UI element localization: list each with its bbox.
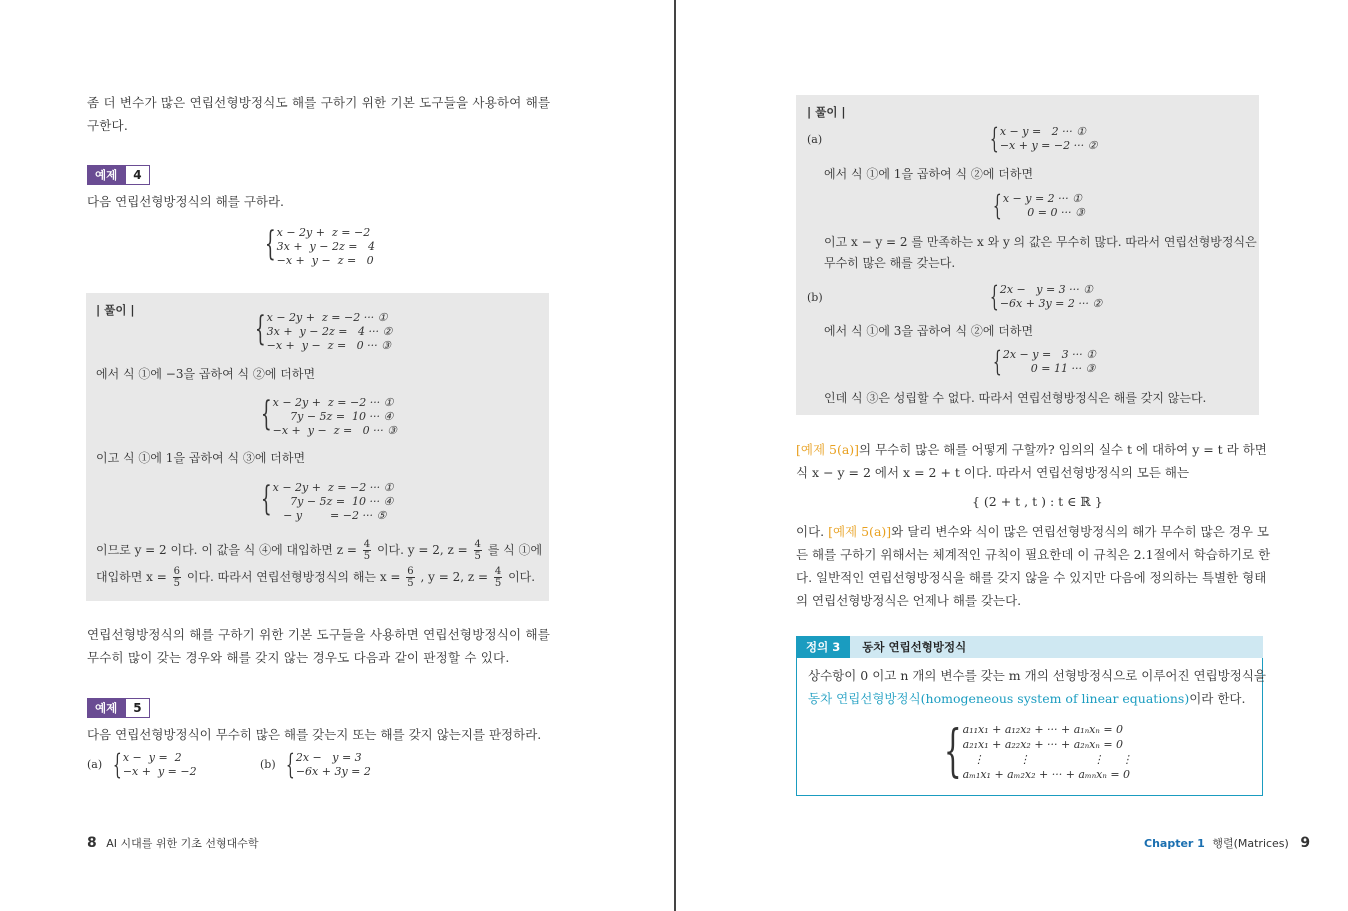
chapter-title: 행렬(Matrices) [1212,837,1289,850]
text: 이다. [508,570,536,584]
example-label: 예제 [87,698,125,718]
text: 대입하면 x = [96,570,167,584]
equation: 0 = 0 ··· ③ [1002,206,1085,219]
chapter-label: Chapter 1 [1144,837,1205,850]
example-4-tag [87,165,150,185]
equation: a₂₁x₁ + a₂₂x₂ + ··· + a₂ₙxₙ = 0 [962,738,1124,751]
equation: 7y − 5z = 10 ··· ④ [272,495,394,508]
fraction [363,539,371,562]
ellipsis-row: ⋮ ⋮ ⋮ ⋮ [962,753,1133,766]
numerator: 4 [363,539,371,550]
equation: x − 2y + z = −2 ··· ① [272,396,394,409]
definition-text-2 [808,689,1245,709]
solution-title: | 풀이 | [807,105,846,119]
example-label: 예제 [87,165,125,185]
equation: x − y = 2 [122,751,182,764]
equation: −6x + 3y = 2 [295,765,371,778]
equation: 2x − y = 3 ··· ① [1002,348,1097,361]
paragraph-line [796,522,1269,542]
equation: 3x + y − 2z = 4 [276,240,375,253]
solution-system-2: { x − 2y + z = −2 ··· ① 7y − 5z = 10 ··· ④ −x + y − z = 0 ··· ③ [260,394,398,437]
equation: −6x + 3y = 2 ··· ② [999,297,1103,310]
denominator: 5 [363,551,371,562]
part-a-label: (a) [87,758,103,771]
text: 를 식 ①에 [487,543,543,557]
right-footer [1144,835,1310,851]
example-5-system-a: { x − y = 2 −x + y = −2 [112,748,197,781]
solution-result-line-2 [96,566,535,589]
example-4-system: { x − 2y + z = −2 3x + y − 2z = 4 −x + y − z = 0 [264,224,375,267]
equation: 3x + y − 2z = 4 ··· ② [266,325,393,338]
paragraph-line [796,440,1267,460]
equation: −x + y − z = 0 ··· ③ [272,424,398,437]
equation: 2x − y = 3 [295,751,362,764]
text: 의 무수히 많은 해를 어떻게 구할까? 임의의 실수 t 에 대하여 y = t 라 하면 [859,442,1267,457]
solution-b-step: 에서 식 ①에 3을 곱하여 식 ②에 더하면 [824,324,1034,338]
example-4-prompt: 다음 연립선형방정식의 해를 구하라. [87,194,285,209]
numerator: 6 [173,566,181,577]
example-5-prompt: 다음 연립선형방정식이 무수히 많은 해를 갖는지 또는 해를 갖지 않는지를 판정하라. [87,727,542,742]
text: 이다. 따라서 연립선형방정식의 해는 x = [186,570,401,584]
denominator: 5 [494,578,502,589]
right-page [676,0,1348,911]
solution-b-system-1: { 2x − y = 3 ··· ① −6x + 3y = 2 ··· ② [989,280,1103,313]
equation: aₘ₁x₁ + aₘ₂x₂ + ··· + aₘₙxₙ = 0 [962,768,1131,781]
equation: −x + y − z = 0 [276,254,374,267]
solution-a-conclusion-1: 이고 x − y = 2 를 만족하는 x 와 y 의 값은 무수히 많다. 따라서 연립선형방정식은 [824,235,1257,249]
equation: −x + y = −2 [122,765,197,778]
paragraph-line: 다. 일반적인 연립선형방정식을 해를 갖지 않을 수 있지만 다음에 정의하는 특별한 형태 [796,570,1267,585]
definition-term: 동차 연립선형방정식(homogeneous system of linear equations) [808,691,1190,706]
solution-system-1: { x − 2y + z = −2 ··· ① 3x + y − 2z = 4 ··· ② −x + y − z = 0 ··· ③ [254,309,393,352]
equation: −x + y − z = 0 ··· ③ [266,339,392,352]
text: 이다. [796,524,825,539]
example-5-system-b: { 2x − y = 3 −6x + 3y = 2 [285,748,371,781]
text: 이라 한다. [1189,691,1246,706]
solution-b-conclusion: 인데 식 ③은 성립할 수 없다. 따라서 연립선형방정식은 해를 갖지 않는다. [824,391,1207,405]
solution-result-line-1 [96,539,542,562]
denominator: 5 [173,578,181,589]
example-reference-link[interactable]: [예제 5(a)] [796,442,860,457]
fraction [494,566,502,589]
numerator: 4 [474,539,481,550]
solution-a-system-2: { x − y = 2 ··· ① 0 = 0 ··· ③ [992,189,1085,222]
part-a-label: (a) [807,133,823,146]
paragraph-2: 연립선형방정식의 해를 구하기 위한 기본 도구들을 사용하면 연립선형방정식이 해를 무수히 많이 갖는 경우와 해를 갖지 않는 경우도 다음과 같이 판정할 수 있다. [87,627,551,665]
equation: − y = −2 ··· ⑤ [272,509,387,522]
text: 이므로 y = 2 이다. 이 값을 식 ④에 대입하면 z = [96,543,357,557]
solution-title: | 풀이 | [96,303,135,317]
equation: 2x − y = 3 ··· ① [999,283,1094,296]
definition-label: 정의 3 [796,636,850,658]
solution-step-2: 이고 식 ①에 1을 곱하여 식 ③에 더하면 [96,451,306,465]
numerator: 6 [407,566,414,577]
left-footer [87,835,259,851]
solution-system-3: { x − 2y + z = −2 ··· ① 7y − 5z = 10 ··· ④ − y = −2 ··· ⑤ [260,479,394,522]
homogeneous-system: { a₁₁x₁ + a₁₂x₂ + ··· + a₁ₙxₙ = 0 a₂₁x₁ + a₂₂x₂ + ··· + a₂ₙxₙ = 0 ⋮ ⋮ ⋮ ⋮ aₘ₁x₁ + aₘ₂x₂ + ··· + aₘₙxₙ = 0 [943,719,1133,784]
equation: x − y = 2 ··· ① [1002,192,1083,205]
example-5-tag [87,698,150,718]
definition-3-header [796,636,1263,658]
part-b-label: (b) [807,291,823,304]
page-number: 8 [87,835,97,851]
page-number: 9 [1300,835,1311,851]
book-title: AI 시대를 위한 기초 선형대수학 [106,837,259,850]
solution-step-1: 에서 식 ①에 −3을 곱하여 식 ②에 더하면 [96,367,316,381]
solution-set: { (2 + t , t ) : t ∈ ℝ } [972,494,1103,509]
solution-b-system-2: { 2x − y = 3 ··· ① 0 = 11 ··· ③ [992,345,1097,378]
equation: x − 2y + z = −2 ··· ① [272,481,394,494]
equation: x − 2y + z = −2 ··· ① [266,311,388,324]
part-b-label: (b) [260,758,276,771]
equation: −x + y = −2 ··· ② [999,139,1098,152]
solution-a-step: 에서 식 ①에 1을 곱하여 식 ②에 더하면 [824,167,1034,181]
equation: 0 = 11 ··· ③ [1002,362,1096,375]
fraction [406,566,414,589]
denominator: 5 [407,578,414,589]
paragraph-line: 의 연립선형방정식은 언제나 해를 갖는다. [796,593,1022,608]
definition-text-1: 상수항이 0 이고 n 개의 변수를 갖는 m 개의 선형방정식으로 이루어진 연립방정식을 [808,668,1266,683]
example-number: 5 [125,698,149,718]
text: 이다. y = 2, z = [376,543,468,557]
example-number: 4 [125,165,149,185]
fraction [173,566,181,589]
equation: 7y − 5z = 10 ··· ④ [272,410,394,423]
equation: x − y = 2 ··· ① [999,125,1087,138]
paragraph-line: 든 해를 구하기 위해서는 체계적인 규칙이 필요한데 이 규칙은 2.1절에서 학습하기로 한 [796,547,1271,562]
numerator: 4 [494,566,502,577]
paragraph-line: 식 x − y = 2 에서 x = 2 + t 이다. 따라서 연립선형방정식의 모든 해는 [796,465,1190,480]
denominator: 5 [474,551,481,562]
text: , y = 2, z = [420,570,489,584]
solution-a-system-1: { x − y = 2 ··· ① −x + y = −2 ··· ② [989,122,1098,155]
equation: a₁₁x₁ + a₁₂x₂ + ··· + a₁ₙxₙ = 0 [962,723,1124,736]
text: 와 달리 변수와 식이 많은 연립선형방정식의 해가 무수히 많은 경우 모 [891,524,1269,539]
intro-paragraph: 좀 더 변수가 많은 연립선형방정식도 해를 구하기 위한 기본 도구들을 사용하여 해를 구한다. [87,95,551,133]
example-reference-link[interactable]: [예제 5(a)] [828,524,892,539]
fraction [474,539,482,562]
definition-title: 동차 연립선형방정식 [850,636,1263,658]
equation: x − 2y + z = −2 [276,226,371,239]
solution-a-conclusion-2: 무수히 많은 해를 갖는다. [824,256,956,270]
